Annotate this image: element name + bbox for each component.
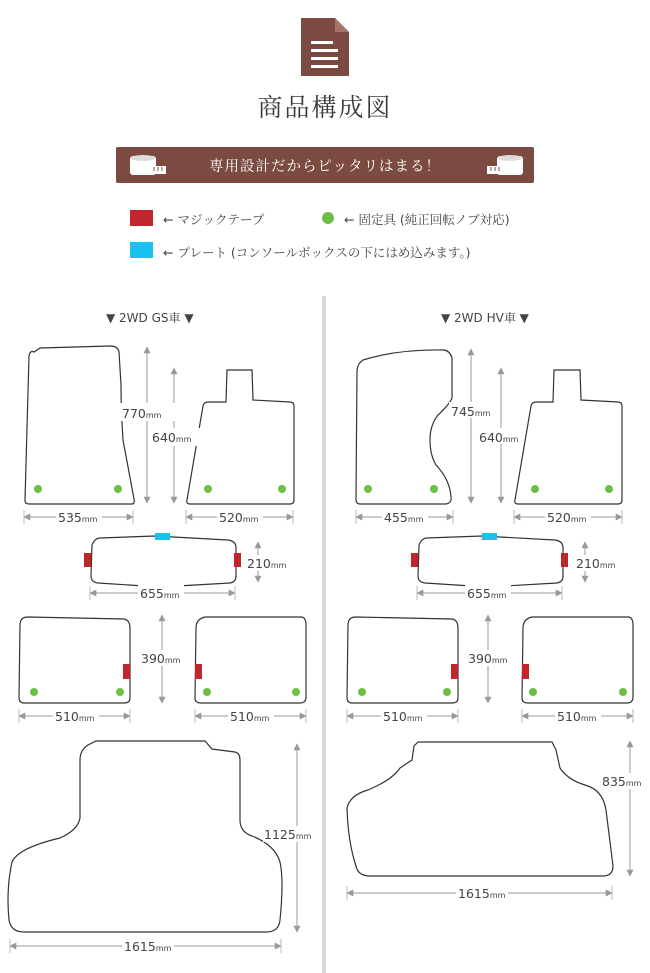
hv-passenger-height-label: 640mm (479, 430, 519, 445)
hv-rear-height-label: 390mm (468, 651, 508, 666)
fixture-dot (292, 688, 300, 696)
hv-driver-width-label: 455mm (384, 510, 424, 525)
gs-trunk-mat (8, 741, 282, 932)
gs-passenger-width-label: 520mm (219, 510, 259, 525)
hv-passenger-mat (515, 370, 622, 504)
magic-tape-marker (522, 664, 529, 679)
hv-center-mat (418, 536, 563, 587)
fixture-dot (204, 485, 212, 493)
fixture-dot (531, 485, 539, 493)
fixture-dot (34, 485, 42, 493)
magic-tape-legend-label: ← マジックテープ (163, 212, 265, 227)
hv-rear-left-width-label: 510mm (383, 709, 423, 724)
gs-passenger-height-label: 640mm (152, 430, 192, 445)
gs-driver-width-label: 535mm (58, 510, 98, 525)
fixture-dot (358, 688, 366, 696)
hv-rear-right-mat (522, 617, 633, 703)
magic-tape-marker (123, 664, 130, 679)
plate-legend-label: ← プレート (コンソールボックスの下にはめ込みます。) (163, 245, 471, 260)
fixture-dot (203, 688, 211, 696)
gs-driver-mat (25, 346, 134, 504)
hv-center-height-label: 210mm (576, 556, 616, 571)
fixture-dot (114, 485, 122, 493)
gs-rear-height-label: 390mm (141, 651, 181, 666)
fixture-dot (30, 688, 38, 696)
variant-title-hv: ▼ 2WD HV車 ▼ (441, 311, 529, 325)
hv-driver-height-label: 745mm (451, 404, 491, 419)
magic-tape-marker (451, 664, 458, 679)
fixture-dot (116, 688, 124, 696)
banner-text: 専用設計だからピッタリはまる！ (209, 159, 441, 175)
hv-center-width-label: 655mm (467, 586, 507, 601)
gs-rear-right-mat (195, 617, 306, 703)
magic-tape-marker (561, 553, 568, 567)
magic-tape-marker (411, 553, 418, 567)
magic-tape-marker (195, 664, 202, 679)
hv-rear-right-width-label: 510mm (557, 709, 597, 724)
magic-tape-marker (234, 553, 241, 567)
gs-center-mat (91, 536, 236, 587)
magic-tape-marker (84, 553, 91, 567)
fixture-dot (605, 485, 613, 493)
fixture-dot (529, 688, 537, 696)
fixture-legend-label: ← 固定具 (純正回転ノブ対応) (344, 212, 510, 227)
hv-trunk-height-label: 835mm (602, 774, 642, 789)
gs-rear-left-width-label: 510mm (55, 709, 95, 724)
fixture-dot (443, 688, 451, 696)
plate-marker (482, 533, 497, 540)
gs-center-width-label: 655mm (140, 586, 180, 601)
fixture-dot (278, 485, 286, 493)
plate-marker (155, 533, 170, 540)
gs-rear-right-width-label: 510mm (230, 709, 270, 724)
hv-passenger-width-label: 520mm (547, 510, 587, 525)
hv-driver-mat (356, 350, 452, 504)
gs-center-height-label: 210mm (247, 556, 287, 571)
gs-driver-height-label: 770mm (122, 406, 162, 421)
gs-trunk-width-label: 1615mm (124, 939, 172, 954)
page-title: 商品構成図 (257, 93, 393, 122)
fixture-dot (430, 485, 438, 493)
hv-trunk-mat (347, 742, 613, 876)
variant-title-gs: ▼ 2WD GS車 ▼ (106, 311, 194, 325)
fixture-dot (364, 485, 372, 493)
gs-trunk-height-label: 1125mm (264, 827, 312, 842)
hv-trunk-width-label: 1615mm (458, 886, 506, 901)
fixture-dot (619, 688, 627, 696)
